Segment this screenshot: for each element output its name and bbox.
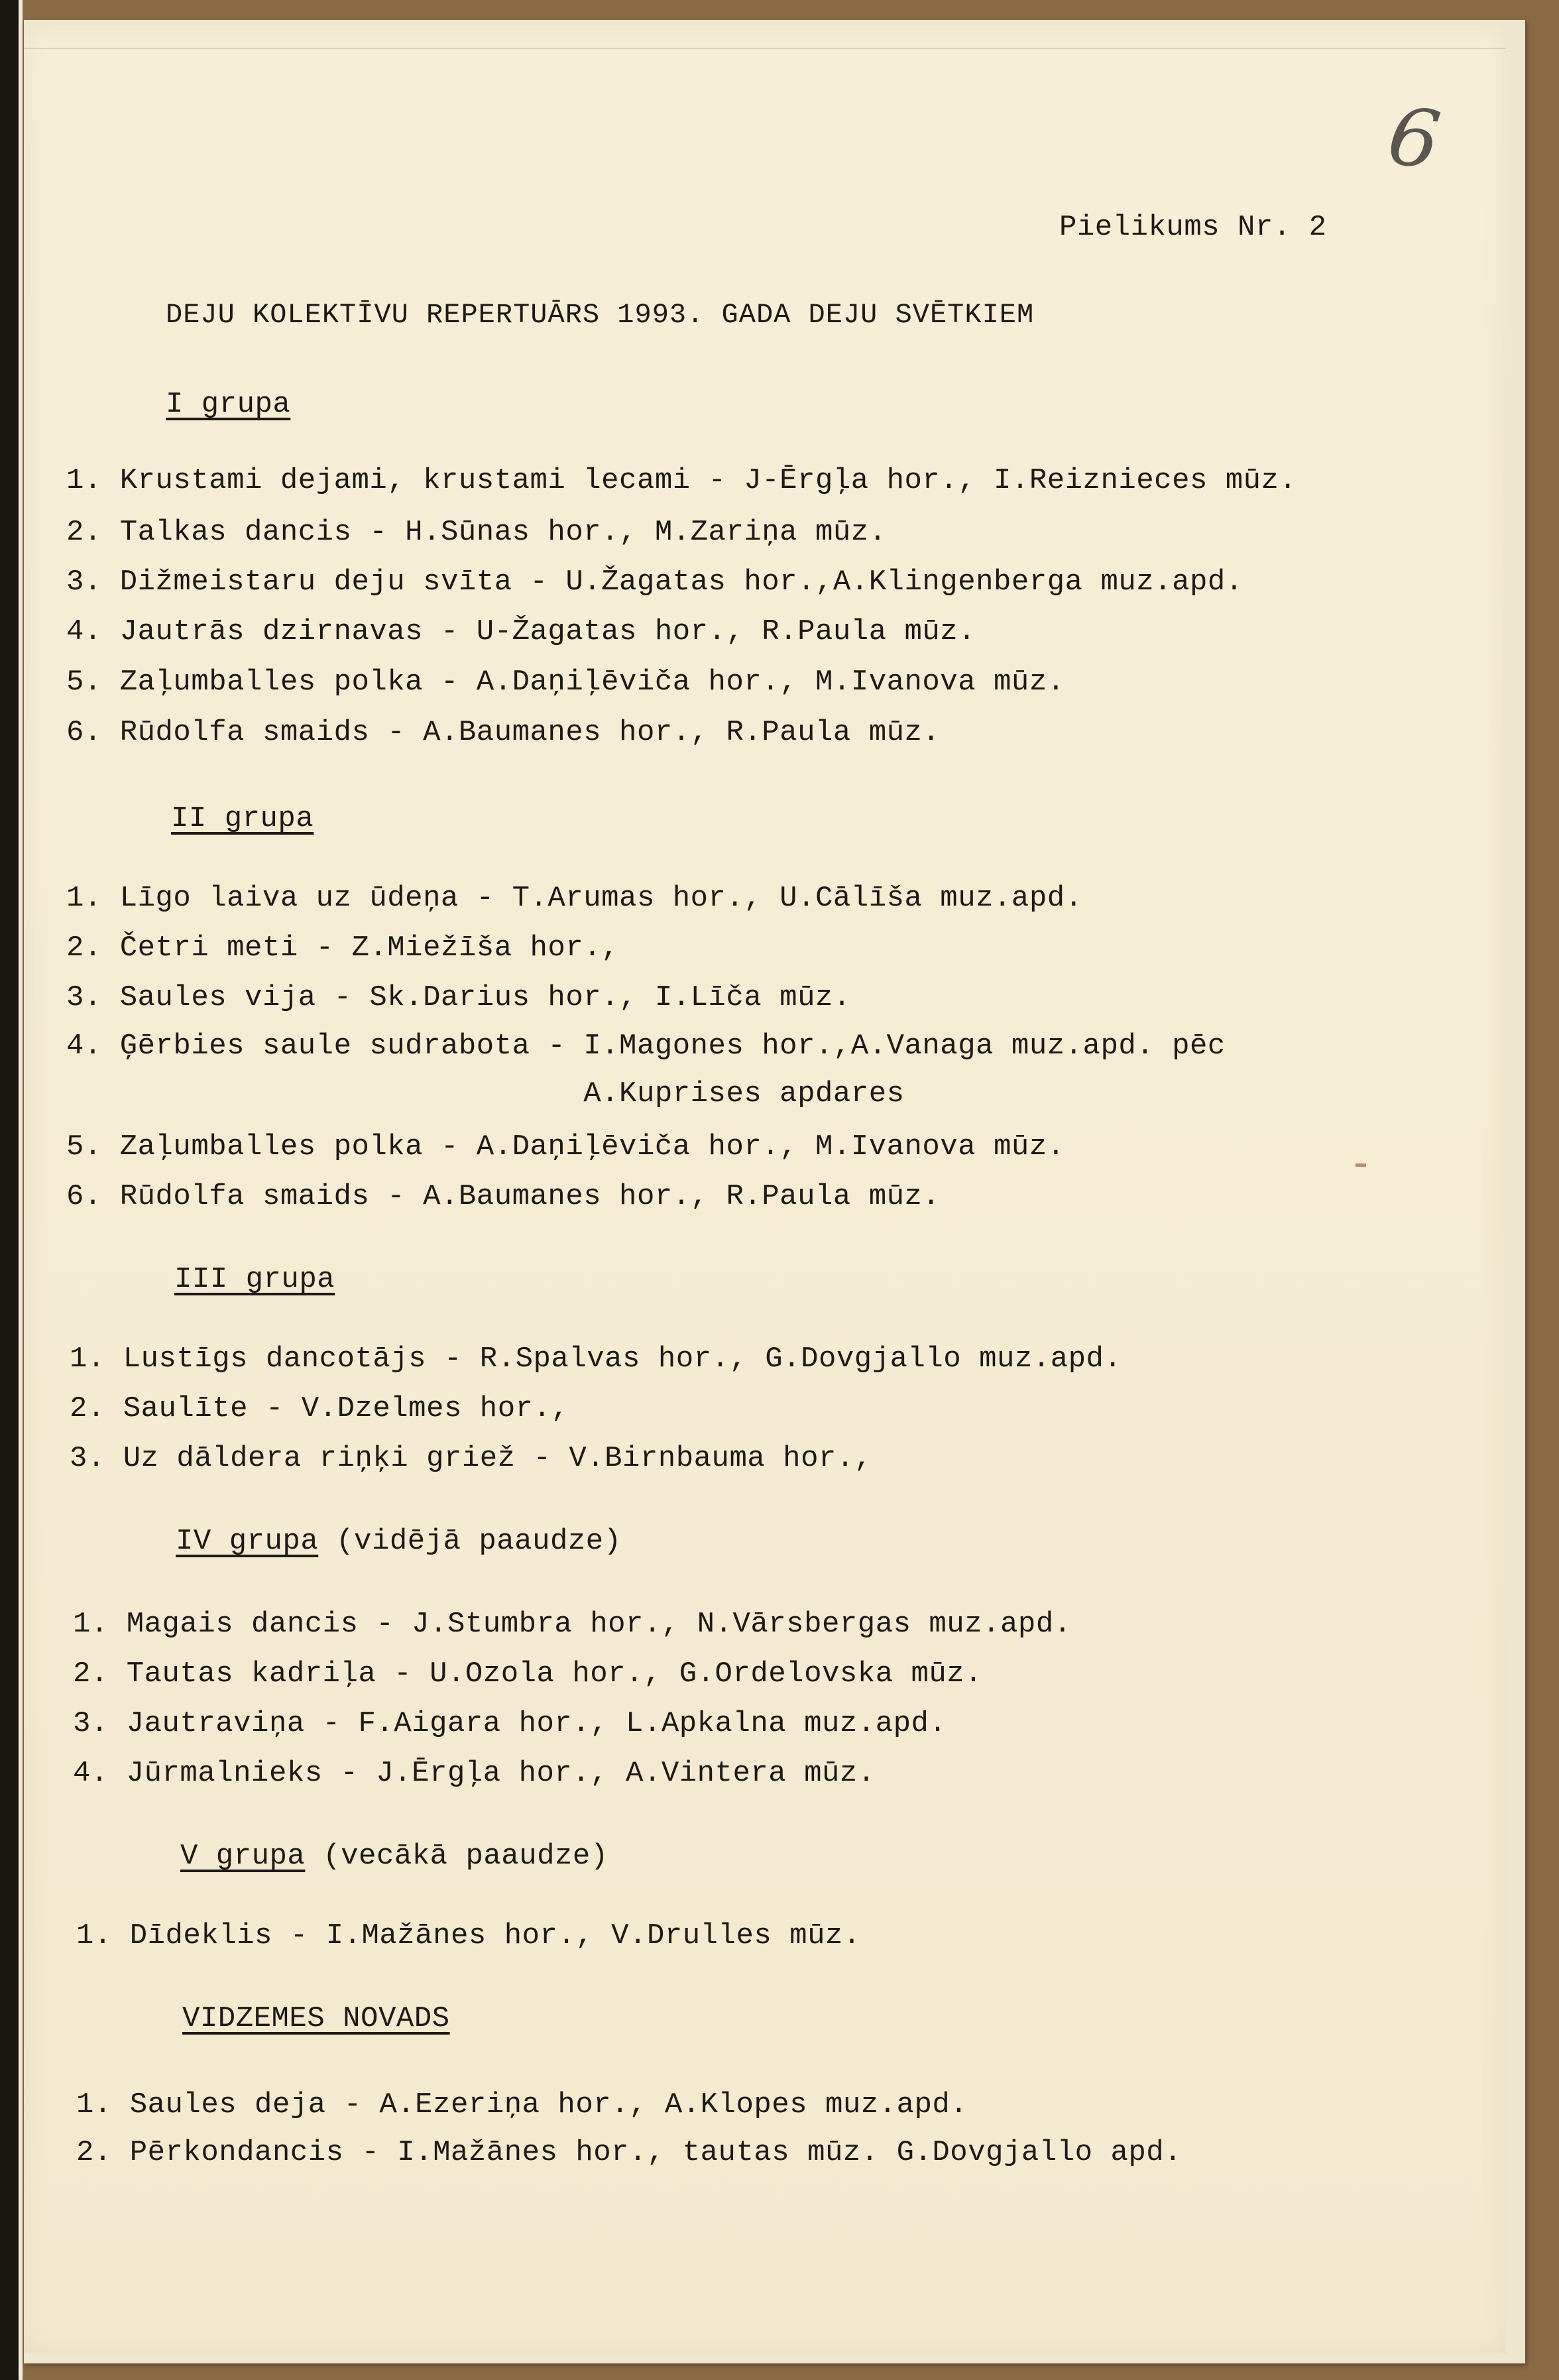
list-item: 3. Saules vija - Sk.Darius hor., I.Līča mūz. <box>66 981 851 1014</box>
list-item: 3. Dižmeistaru deju svīta - U.Žagatas hor.,A.Klingenberga muz.apd. <box>66 565 1243 599</box>
region-heading: VIDZEMES NOVADS <box>182 2002 450 2035</box>
list-item: 4. Ģērbies saule sudrabota - I.Magones hor.,A.Vanaga muz.apd. pēc <box>66 1030 1226 1063</box>
list-item-continuation: A.Kuprises apdares <box>66 1077 905 1110</box>
scanner-edge <box>0 0 19 2380</box>
group-note: (vidējā paaudze) <box>318 1525 622 1558</box>
list-item: 4. Jautrās dzirnavas - U-Žagatas hor., R.Paula mūz. <box>66 615 976 648</box>
list-item: 3. Jautraviņa - F.Aigara hor., L.Apkalna muz.apd. <box>73 1707 947 1740</box>
group-heading: I grupa <box>166 388 291 421</box>
list-item: 1. Magais dancis - J.Stumbra hor., N.Vārsbergas muz.apd. <box>73 1608 1072 1641</box>
list-item: 3. Uz dāldera riņķi griež - V.Birnbauma hor., <box>70 1442 872 1475</box>
group-heading: II grupa <box>171 802 314 835</box>
handwritten-page-number: 6 <box>1382 89 1446 188</box>
group-heading-line <box>176 1525 622 1558</box>
group-heading: III grupa <box>174 1263 335 1296</box>
list-item: 1. Saules deja - A.Ezeriņa hor., A.Klopes muz.apd. <box>76 2088 968 2121</box>
list-item: 5. Zaļumballes polka - A.Daņiļēviča hor., M.Ivanova mūz. <box>66 1130 1065 1163</box>
list-item: 2. Tautas kadriļa - U.Ozola hor., G.Ordelovska mūz. <box>73 1657 983 1691</box>
ink-speck <box>1356 1163 1366 1167</box>
list-item: 4. Jūrmalnieks - J.Ērgļa hor., A.Vintera mūz. <box>73 1757 876 1790</box>
list-item: 1. Dīdeklis - I.Mažānes hor., V.Drulles mūz. <box>76 1919 861 1952</box>
list-item: 5. Zaļumballes polka - A.Daņiļēviča hor., M.Ivanova mūz. <box>66 666 1065 699</box>
list-item: 2. Četri meti - Z.Miežīša hor., <box>66 931 620 965</box>
list-item: 2. Talkas dancis - H.Sūnas hor., M.Zariņa mūz. <box>66 516 887 549</box>
list-item: 1. Lustīgs dancotājs - R.Spalvas hor., G.Dovgjallo muz.apd. <box>70 1342 1122 1376</box>
group-heading: IV grupa <box>176 1525 319 1558</box>
list-item: 6. Rūdolfa smaids - A.Baumanes hor., R.Paula mūz. <box>66 1180 941 1213</box>
annex-label: Pielikums Nr. 2 <box>1059 211 1327 244</box>
document-title: DEJU KOLEKTĪVU REPERTUĀRS 1993. GADA DEJU SVĒTKIEM <box>166 299 1035 331</box>
group-heading: V grupa <box>180 1840 306 1873</box>
list-item: 1. Līgo laiva uz ūdeņa - T.Arumas hor., U.Cālīša muz.apd. <box>66 882 1083 915</box>
list-item: 6. Rūdolfa smaids - A.Baumanes hor., R.Paula mūz. <box>66 716 941 749</box>
list-item: 1. Krustami dejami, krustami lecami - J-Ērgļa hor., I.Reiznieces mūz. <box>66 464 1297 497</box>
list-item: 2. Saulīte - V.Dzelmes hor., <box>70 1392 569 1425</box>
binding-edge <box>19 0 23 2380</box>
page-crease <box>24 48 1506 49</box>
list-item: 2. Pērkondancis - I.Mažānes hor., tautas mūz. G.Dovgjallo apd. <box>76 2136 1183 2169</box>
group-heading-line <box>180 1840 608 1873</box>
group-note: (vecākā paaudze) <box>305 1840 608 1873</box>
